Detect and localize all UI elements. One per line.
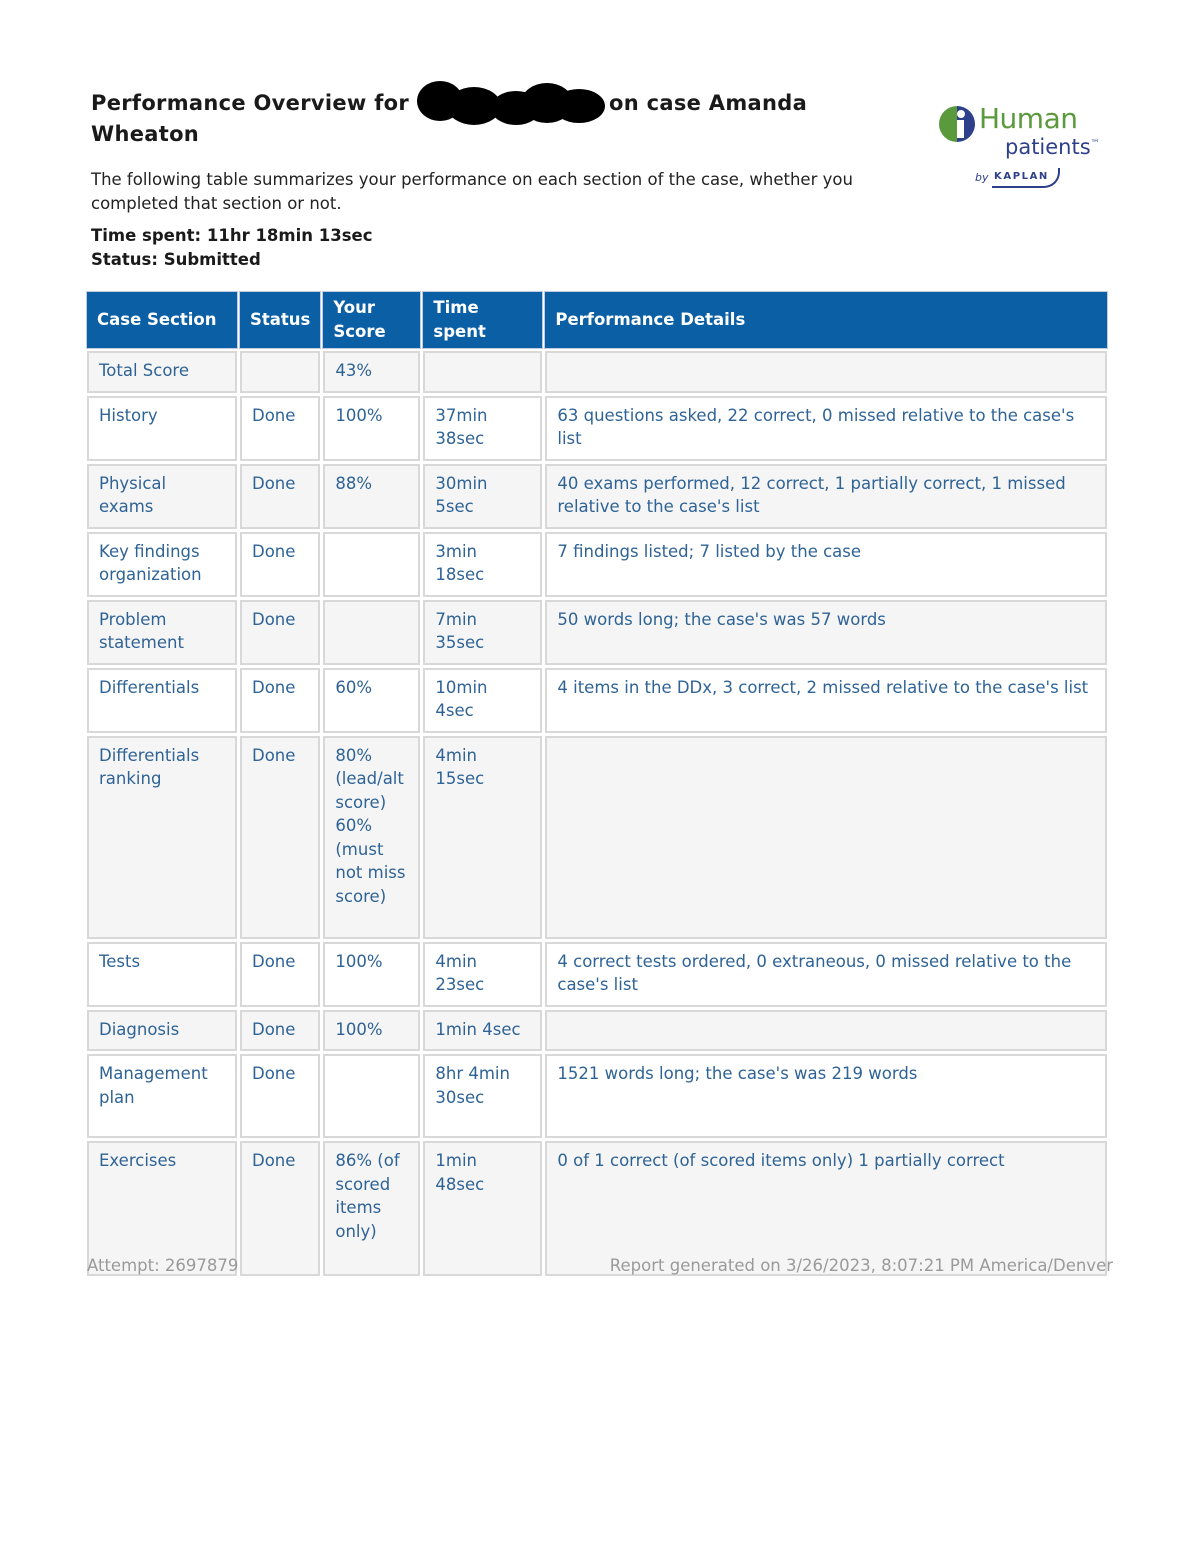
table-row: [87, 1054, 1107, 1138]
cell-status: Done: [240, 600, 320, 665]
cell-details: [545, 1010, 1107, 1052]
cell-score: [323, 1054, 420, 1138]
header-performance-details: Performance Details: [545, 292, 1107, 348]
cell-time: 4min 23sec: [423, 942, 542, 1007]
attempt-id: Attempt: 2697879: [87, 1256, 239, 1275]
logo-human-text: Human: [979, 102, 1078, 135]
table-row: [87, 942, 1107, 1007]
cell-status: Done: [240, 736, 320, 939]
cell-section: Management plan: [87, 1054, 237, 1138]
cell-score: 100%: [323, 942, 420, 1007]
cell-section: Differentials ranking: [87, 736, 237, 939]
cell-section: Tests: [87, 942, 237, 1007]
table-row: [87, 532, 1107, 597]
cell-status: Done: [240, 396, 320, 461]
status-value: Submitted: [163, 250, 261, 269]
status-label: Status:: [91, 250, 158, 269]
status-line: [91, 248, 373, 272]
cell-time: 1min 4sec: [423, 1010, 542, 1052]
cell-section: Differentials: [87, 668, 237, 733]
report-header: [87, 84, 1113, 284]
report-generated-date: Report generated on 3/26/2023, 8:07:21 PM America/Denver: [609, 1256, 1113, 1275]
table-row: [87, 668, 1107, 733]
cell-details: 1521 words long; the case's was 219 words: [545, 1054, 1107, 1138]
header-your-score: Your Score: [323, 292, 420, 348]
cell-section: Problem statement: [87, 600, 237, 665]
cell-section: Physical exams: [87, 464, 237, 529]
table-row: [87, 1010, 1107, 1052]
cell-score: [323, 532, 420, 597]
table-row: [87, 736, 1107, 939]
cell-time: 8hr 4min 30sec: [423, 1054, 542, 1138]
cell-details: 50 words long; the case's was 57 words: [545, 600, 1107, 665]
cell-score: 80% (lead/alt score) 60% (must not miss score): [323, 736, 420, 939]
cell-details: 0 of 1 correct (of scored items only) 1 partially correct: [545, 1141, 1107, 1276]
logo-trademark: ™: [1090, 139, 1100, 149]
title-suffix: on case Amanda Wheaton: [91, 91, 808, 146]
cell-score: 100%: [323, 396, 420, 461]
table-row: [87, 464, 1107, 529]
cell-section: History: [87, 396, 237, 461]
cell-section: Key findings organization: [87, 532, 237, 597]
cell-status: Done: [240, 532, 320, 597]
cell-score: [323, 600, 420, 665]
cell-time: 7min 35sec: [423, 600, 542, 665]
cell-time: 37min 38sec: [423, 396, 542, 461]
cell-status: Done: [240, 464, 320, 529]
cell-status: Done: [240, 668, 320, 733]
redacted-name: [413, 89, 609, 119]
cell-time: [423, 351, 542, 393]
cell-score: 43%: [323, 351, 420, 393]
cell-details: 4 correct tests ordered, 0 extraneous, 0 missed relative to the case's list: [545, 942, 1107, 1007]
i-human-mark-icon: [937, 104, 977, 144]
time-spent-label: Time spent:: [91, 226, 202, 245]
cell-details: 7 findings listed; 7 listed by the case: [545, 532, 1107, 597]
table-header-row: [87, 292, 1107, 348]
cell-status: Done: [240, 942, 320, 1007]
table-row: [87, 396, 1107, 461]
time-spent-line: [91, 224, 373, 248]
intro-text: The following table summarizes your performance on each section of the case, whether you completed that section or not.: [91, 170, 853, 213]
cell-details: 4 items in the DDx, 3 correct, 2 missed relative to the case's list: [545, 668, 1107, 733]
cell-score: 88%: [323, 464, 420, 529]
table-row: [87, 600, 1107, 665]
cell-details: [545, 351, 1107, 393]
page-title: [91, 88, 891, 149]
cell-time: 10min 4sec: [423, 668, 542, 733]
time-spent-value: 11hr 18min 13sec: [206, 226, 373, 245]
logo-by-text: by: [975, 171, 989, 184]
cell-status: Done: [240, 1054, 320, 1138]
cell-details: [545, 736, 1107, 939]
cell-section: Exercises: [87, 1141, 237, 1276]
table-body: [87, 351, 1107, 1276]
cell-section: Total Score: [87, 351, 237, 393]
i-human-logo: [937, 102, 1112, 194]
logo-patients-text: patients™: [1005, 135, 1100, 159]
cell-time: 1min 48sec: [423, 1141, 542, 1276]
cell-score: 86% (of scored items only): [323, 1141, 420, 1276]
header-case-section: Case Section: [87, 292, 237, 348]
table-row: [87, 351, 1107, 393]
cell-score: 60%: [323, 668, 420, 733]
cell-time: 30min 5sec: [423, 464, 542, 529]
cell-section: Diagnosis: [87, 1010, 237, 1052]
cell-time: 3min 18sec: [423, 532, 542, 597]
cell-score: 100%: [323, 1010, 420, 1052]
logo-kaplan-text: KAPLAN: [992, 168, 1060, 188]
cell-details: 40 exams performed, 12 correct, 1 partially correct, 1 missed relative to the case's list: [545, 464, 1107, 529]
header-status: Status: [240, 292, 320, 348]
cell-time: 4min 15sec: [423, 736, 542, 939]
cell-status: Done: [240, 1141, 320, 1276]
title-prefix: Performance Overview for: [91, 91, 410, 115]
summary-meta: [91, 224, 373, 272]
report-page: [87, 84, 1113, 1275]
cell-details: 63 questions asked, 22 correct, 0 missed relative to the case's list: [545, 396, 1107, 461]
header-time-spent: Time spent: [423, 292, 542, 348]
cell-status: [240, 351, 320, 393]
performance-table: [84, 289, 1110, 1279]
cell-status: Done: [240, 1010, 320, 1052]
